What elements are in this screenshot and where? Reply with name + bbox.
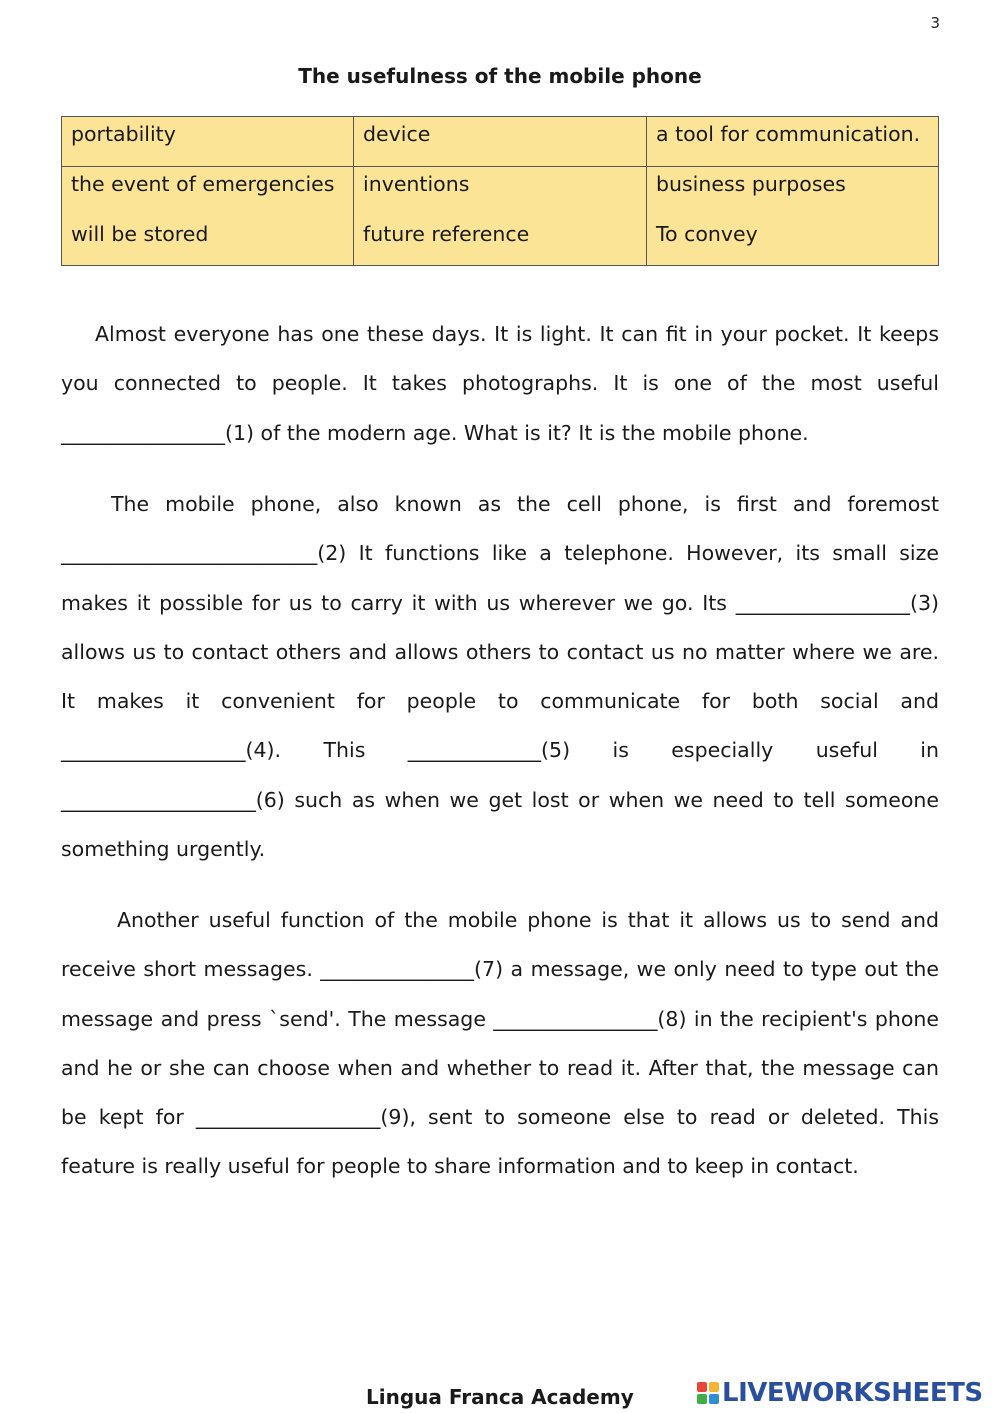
word-bank-cell: business purposes [656,172,846,196]
word-bank-cell: the event of emergencies [71,172,335,196]
worksheet-title: The usefulness of the mobile phone [298,64,702,88]
word-bank-cell: a tool for communication. [656,122,921,146]
logo-text: LIVEWORKSHEETS [722,1378,983,1408]
table-divider [62,166,938,167]
word-bank-cell: will be stored [71,222,209,246]
paragraph-1: Almost everyone has one these days. It is light. It can fit in your pocket. It keeps you connected to people. It takes photographs. It is one of the most useful ________________(1) of the modern age. What is it? It is the mobile phone. [61,322,939,445]
liveworksheets-logo-icon [697,1382,719,1404]
logo-square [709,1394,719,1404]
word-bank-cell: future reference [363,222,530,246]
word-bank-cell: portability [71,122,176,146]
logo-square [709,1382,719,1392]
paragraph-2: The mobile phone, also known as the cell phone, is first and foremost _________________________(2) It functions like a telephone. However, its small size makes it possible for us to carry it with us wherever we go. Its _________________(3) allows us to contact others and allows others to contact us no matter where we are. It makes it convenient for people to communicate for both social and __________________(4). This _____________(5) is especially useful in ___________________(6) such as when we get lost or when we need to tell someone something urgently. [61,492,939,862]
logo-square [697,1382,707,1392]
word-bank-table [61,116,939,266]
word-bank-cell: inventions [363,172,470,196]
paragraph-3: Another useful function of the mobile phone is that it allows us to send and receive short messages. _______________(7) a message, we only need to type out the message and press `send'. The message ________________(8) in the recipient's phone and he or she can choose when and whether to read it. After that, the message can be kept for __________________(9), sent to someone else to read or deleted. This feature is really useful for people to share information and to keep in contact. [61,908,939,1179]
page-number: 3 [930,14,940,32]
word-bank-cell: To convey [656,222,758,246]
liveworksheets-logo[interactable] [697,1378,983,1408]
logo-square [697,1394,707,1404]
academy-name: Lingua Franca Academy [366,1385,634,1409]
word-bank-cell: device [363,122,431,146]
